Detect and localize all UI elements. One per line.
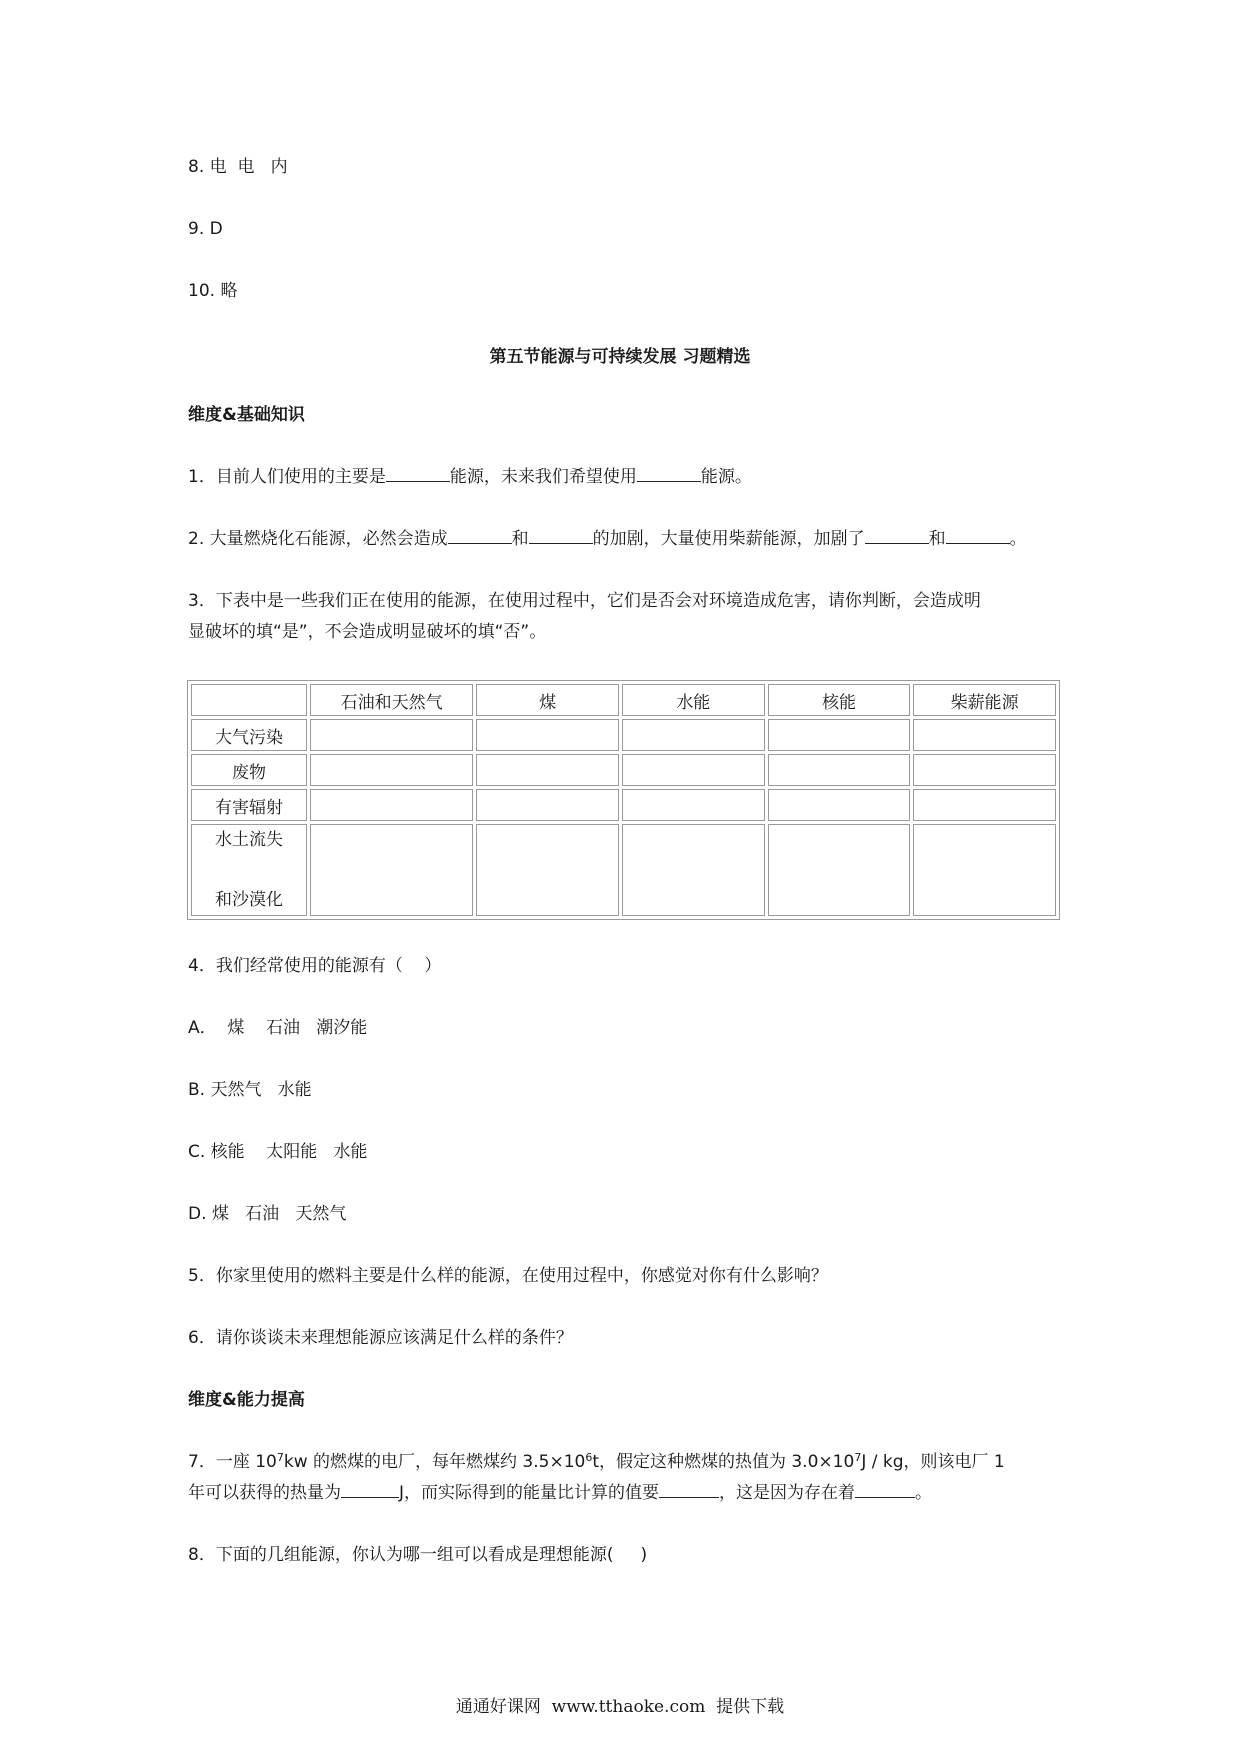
- q2-text-e: 。: [1009, 529, 1027, 549]
- table-cell[interactable]: [913, 789, 1056, 821]
- table-header-cell: 石油和天然气: [310, 684, 473, 716]
- q7-text: 年可以获得的热量为: [188, 1483, 341, 1503]
- answer-text: 电 电 内: [209, 157, 288, 177]
- page-title: 第五节能源与可持续发展 习题精选: [489, 347, 751, 367]
- energy-impact-table: [187, 680, 1060, 920]
- q1-text-c: 能源。: [700, 467, 752, 487]
- footer-source: 通通好课网 www.tthaoke.com 提供下载: [455, 1697, 785, 1717]
- row-label-line-2: 和沙漠化: [214, 890, 283, 910]
- question-6: 6．请你谈谈未来理想能源应该满足什么样的条件？: [188, 1328, 573, 1348]
- answer-10: [188, 279, 237, 303]
- question-7-line-1: [188, 1450, 1005, 1474]
- table-row: [191, 789, 1056, 821]
- table-row-label: 有害辐射: [191, 789, 307, 821]
- table-cell[interactable]: [622, 719, 765, 751]
- q1-text-a: 1．目前人们使用的主要是: [188, 467, 386, 487]
- q7-text: 。: [915, 1483, 933, 1503]
- table-cell[interactable]: [622, 824, 765, 916]
- table-cell[interactable]: [768, 754, 911, 786]
- answer-text: D: [209, 219, 223, 239]
- q2-text-c: 的加剧，大量使用柴薪能源，加剧了: [592, 529, 865, 549]
- q7-exponent: 6: [585, 1451, 593, 1464]
- answer-8: [188, 155, 288, 179]
- option-c: C. 核能 太阳能 水能: [188, 1142, 368, 1162]
- table-cell[interactable]: [768, 789, 911, 821]
- question-5: 5．你家里使用的燃料主要是什么样的能源，在使用过程中，你感觉对你有什么影响？: [188, 1266, 828, 1286]
- q7-text: t，假定这种燃煤的热值为 3.0×10: [592, 1452, 855, 1472]
- question-3-line-2: 显破坏的填“是”，不会造成明显破坏的填“否”。: [188, 622, 547, 642]
- blank-line: [855, 1481, 915, 1498]
- blank-line: [529, 527, 593, 544]
- option-a: A． 煤 石油 潮汐能: [188, 1018, 368, 1038]
- table-cell[interactable]: [622, 789, 765, 821]
- table-header-cell: 煤: [476, 684, 619, 716]
- q1-text-b: 能源，未来我们希望使用: [449, 467, 637, 487]
- table-cell[interactable]: [310, 719, 473, 751]
- answer-label: 9.: [188, 219, 205, 239]
- q7-text: kw 的燃煤的电厂，每年燃煤约 3.5×10: [283, 1452, 586, 1472]
- q7-exponent: 7: [276, 1451, 284, 1464]
- table-row-label: 大气污染: [191, 719, 307, 751]
- table-cell[interactable]: [476, 754, 619, 786]
- table-cell[interactable]: [622, 754, 765, 786]
- q7-text: ，这是因为存在着: [719, 1483, 856, 1503]
- blank-line: [946, 527, 1010, 544]
- row-label-line-1: 水土流失: [214, 830, 283, 850]
- table-cell[interactable]: [476, 789, 619, 821]
- option-b: B. 天然气 水能: [188, 1080, 312, 1100]
- table-cell[interactable]: [476, 719, 619, 751]
- q2-text-d: 和: [928, 529, 946, 549]
- table-cell[interactable]: [913, 719, 1056, 751]
- question-4: 4．我们经常使用的能源有（ ）: [188, 956, 442, 976]
- table-row: [191, 824, 1056, 916]
- q7-exponent: 7: [854, 1451, 862, 1464]
- blank-line: [448, 527, 512, 544]
- q7-text: J / kg，则该电厂 1: [861, 1452, 1005, 1472]
- question-7-line-2: [188, 1481, 932, 1505]
- question-2: [188, 527, 1027, 551]
- table-cell[interactable]: [768, 824, 911, 916]
- q7-text: 7．一座 10: [188, 1452, 277, 1472]
- blank-line: [637, 465, 701, 482]
- table-header-cell: 柴薪能源: [913, 684, 1056, 716]
- table-row-label: 废物: [191, 754, 307, 786]
- answer-label: 10.: [188, 281, 216, 301]
- question-8: 8．下面的几组能源，你认为哪一组可以看成是理想能源( ): [188, 1545, 648, 1565]
- table-header-cell: [191, 684, 307, 716]
- blank-line: [341, 1481, 399, 1498]
- answer-text: 略: [220, 281, 238, 301]
- table-cell[interactable]: [476, 824, 619, 916]
- table-row: [191, 754, 1056, 786]
- q7-text: J，而实际得到的能量比计算的值要: [399, 1483, 660, 1503]
- q2-text-a: 2. 大量燃烧化石能源，必然会造成: [188, 529, 448, 549]
- table-cell[interactable]: [913, 824, 1056, 916]
- table-header-cell: 核能: [768, 684, 911, 716]
- table-cell[interactable]: [913, 754, 1056, 786]
- question-3-line-1: 3．下表中是一些我们正在使用的能源，在使用过程中，它们是否会对环境造成危害，请你判断，会造成明: [188, 591, 981, 611]
- option-d: D. 煤 石油 天然气: [188, 1204, 347, 1224]
- table-cell[interactable]: [310, 824, 473, 916]
- answer-9: [188, 217, 223, 241]
- question-1: [188, 465, 752, 489]
- table-row-label: [191, 824, 307, 916]
- table-cell[interactable]: [768, 719, 911, 751]
- blank-line: [659, 1481, 719, 1498]
- table-header-row: [191, 684, 1056, 716]
- table-row: [191, 719, 1056, 751]
- q2-text-b: 和: [511, 529, 529, 549]
- answer-label: 8.: [188, 157, 205, 177]
- section-heading-basic: 维度&基础知识: [188, 405, 305, 425]
- blank-line: [865, 527, 929, 544]
- table-cell[interactable]: [310, 754, 473, 786]
- section-heading-advanced: 维度&能力提高: [188, 1390, 305, 1410]
- table-cell[interactable]: [310, 789, 473, 821]
- blank-line: [386, 465, 450, 482]
- table-header-cell: 水能: [622, 684, 765, 716]
